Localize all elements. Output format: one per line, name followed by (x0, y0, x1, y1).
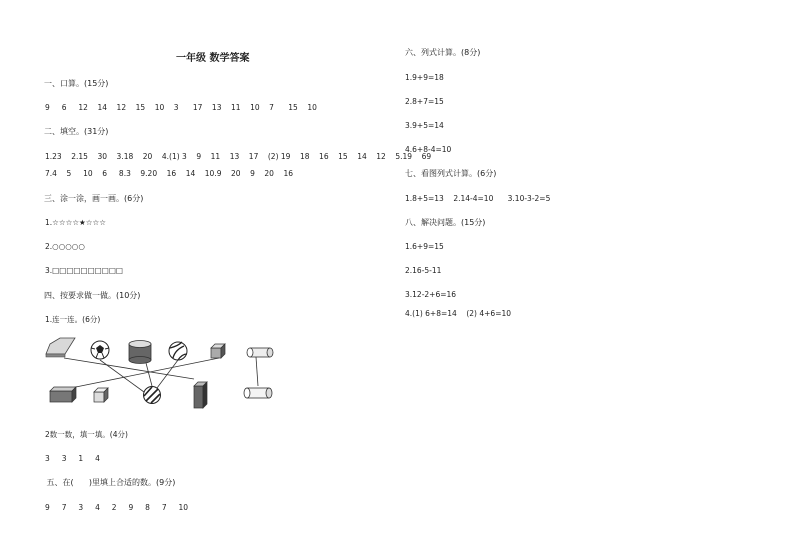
section-6-item-2: 2.8+7=15 (405, 97, 444, 106)
section-4-heading: 四、按要求做一做。(10分) (44, 291, 141, 300)
section-1-answers: 9 6 12 14 12 15 10 3 17 13 11 10 7 15 10 (45, 103, 317, 112)
section-7-heading: 七、看图列式计算。(6分) (405, 169, 497, 178)
section-6-heading: 六、列式计算。(8分) (405, 48, 481, 57)
cube-shape (94, 388, 108, 402)
matching-lines (61, 357, 258, 392)
section-2-answers-line2: 7.4 5 10 6 8.3 9.20 16 14 10.9 20 9 20 16 (45, 169, 294, 178)
section-4-answers: 3 3 1 4 (45, 454, 100, 463)
volleyball-shape (169, 342, 187, 360)
section-4-sub2: 2数一数，填一填。(4分) (45, 430, 128, 439)
matching-figure (44, 336, 284, 412)
section-3-heading: 三、涂一涂，画一画。(6分) (44, 194, 144, 203)
section-8-heading: 八、解决问题。(15分) (405, 218, 486, 227)
section-4-sub1: 1.连一连。(6分) (45, 315, 101, 324)
soccer-ball-shape (91, 341, 109, 359)
cuboid-shape (50, 387, 76, 402)
drum-cylinder-shape (129, 341, 151, 364)
section-3-circles: 2.○○○○○ (45, 242, 85, 251)
section-6-item-4: 4.6+8-4=10 (405, 145, 452, 154)
section-5-heading: 五、在( )里填上合适的数。(9分) (44, 478, 176, 487)
page-title: 一年级 数学答案 (176, 53, 250, 64)
section-8-item-3: 3.12-2+6=16 (405, 290, 457, 299)
tall-cuboid-shape (194, 382, 207, 408)
section-8-item-2: 2.16-5-11 (405, 266, 442, 275)
section-3-stars: 1.☆☆☆☆★☆☆☆ (45, 218, 106, 227)
standing-cylinder-shape (244, 388, 272, 398)
small-cube-shape (211, 344, 225, 358)
section-7-answers: 1.8+5=13 2.14-4=10 3.10-3-2=5 (405, 194, 551, 203)
section-6-item-1: 1.9+9=18 (405, 73, 444, 82)
thin-board-shape (46, 338, 75, 357)
section-2-heading: 二、填空。(31分) (44, 127, 109, 136)
section-1-heading: 一、口算。(15分) (44, 79, 109, 88)
section-6-item-3: 3.9+5=14 (405, 121, 444, 130)
section-8-item-1: 1.6+9=15 (405, 242, 444, 251)
lying-cylinder-shape (247, 348, 273, 357)
section-3-squares: 3.□□□□□□□□□□ (45, 266, 124, 275)
striped-ball-shape (144, 387, 161, 404)
section-8-item-4: 4.(1) 6+8=14 (2) 4+6=10 (405, 309, 512, 318)
section-5-answers: 9 7 3 4 2 9 8 7 10 (45, 503, 189, 512)
section-2-answers-line1: 1.23 2.15 30 3.18 20 4.(1) 3 9 11 13 17 (2) 19 18 16 15 14 12 5.19 69 (45, 152, 432, 161)
